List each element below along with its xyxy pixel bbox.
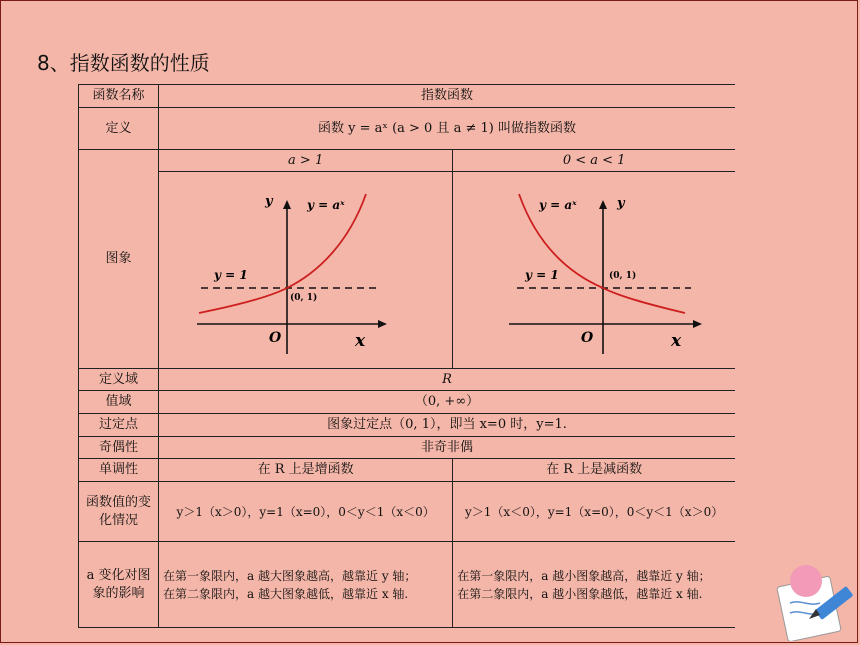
cell-graph-decreasing [453, 172, 735, 369]
cell-domain-value: R [159, 369, 735, 391]
y-axis-label: y [617, 196, 625, 211]
cell-mono-increasing: 在 R 上是增函数 [159, 459, 453, 482]
row-graphs [79, 172, 736, 369]
effect-line-1: 在第一象限内，a 越小图象越高，越靠近 y 轴； [457, 568, 711, 583]
cell-name-value: 指数函数 [159, 85, 735, 108]
x-axis-label: x [671, 331, 682, 351]
effect-line-2: 在第二象限内，a 越大图象越低，越靠近 x 轴. [163, 586, 409, 601]
cell-case-a-gt-1: a > 1 [159, 150, 453, 172]
row-definition [79, 108, 736, 150]
curve-label: y = aˣ [307, 198, 345, 212]
graph-increasing [159, 172, 453, 362]
y-axis-label: y [265, 194, 273, 209]
cell-change-decreasing: y＞1（x＜0），y=1（x=0），0＜y＜1（x＞0） [453, 482, 735, 542]
slide-heading: 8、指数函数的性质 [37, 51, 210, 75]
row-range [79, 391, 736, 414]
row-fixed-point [79, 414, 736, 437]
line-label: y = 1 [214, 268, 248, 282]
x-axis-arrow [693, 320, 702, 328]
cell-change-increasing: y＞1（x＞0），y=1（x=0），0＜y＜1（x＜0） [159, 482, 453, 542]
cell-mono-decreasing: 在 R 上是减函数 [453, 459, 735, 482]
row-graph-cases [79, 150, 736, 172]
cell-change-label: 函数值的变化情况 [79, 482, 159, 542]
cell-mono-label: 单调性 [79, 459, 159, 482]
origin-label: O [581, 330, 594, 346]
exponential-properties-table [78, 84, 735, 628]
cell-case-a-lt-1: 0 < a < 1 [453, 150, 735, 172]
cell-range-label: 值域 [79, 391, 159, 414]
row-parity [79, 437, 736, 459]
cell-def-label: 定义 [79, 108, 159, 150]
graph-decreasing [453, 172, 735, 362]
origin-label: O [269, 330, 282, 346]
cell-fixed-label: 过定点 [79, 414, 159, 437]
row-function-name [79, 85, 736, 108]
point-label: (0, 1) [609, 271, 637, 281]
cell-parity-label: 奇偶性 [79, 437, 159, 459]
y-axis-arrow [283, 200, 291, 209]
cell-domain-label: 定义域 [79, 369, 159, 391]
cell-fixed-value: 图象过定点（0, 1），即当 x=0 时，y=1. [159, 414, 735, 437]
row-value-change [79, 482, 736, 542]
cell-graph-increasing [159, 172, 453, 369]
cell-graph-label: 图象 [79, 150, 159, 369]
row-domain [79, 369, 736, 391]
x-axis-label: x [355, 331, 366, 351]
effect-line-2: 在第二象限内，a 越小图象越低，越靠近 x 轴. [457, 586, 703, 601]
x-axis-arrow [378, 320, 387, 328]
line-label: y = 1 [525, 268, 559, 282]
curve-label: y = aˣ [539, 198, 577, 212]
y-axis-arrow [599, 200, 607, 209]
row-monotonicity [79, 459, 736, 482]
cell-effect-decreasing [453, 542, 735, 628]
cell-effect-increasing [159, 542, 453, 628]
point-label: (0, 1) [290, 293, 318, 303]
row-a-effect [79, 542, 736, 628]
cell-name-label: 函数名称 [79, 85, 159, 108]
cell-range-value: （0, +∞） [159, 391, 735, 414]
cell-parity-value: 非奇非偶 [159, 437, 735, 459]
cell-effect-label: a 变化对图象的影响 [79, 542, 159, 628]
effect-line-1: 在第一象限内，a 越大图象越高，越靠近 y 轴； [163, 568, 417, 583]
cell-def-value: 函数 y = aˣ (a > 0 且 a ≠ 1) 叫做指数函数 [159, 108, 735, 150]
notepad-pencil-icon [776, 563, 860, 641]
